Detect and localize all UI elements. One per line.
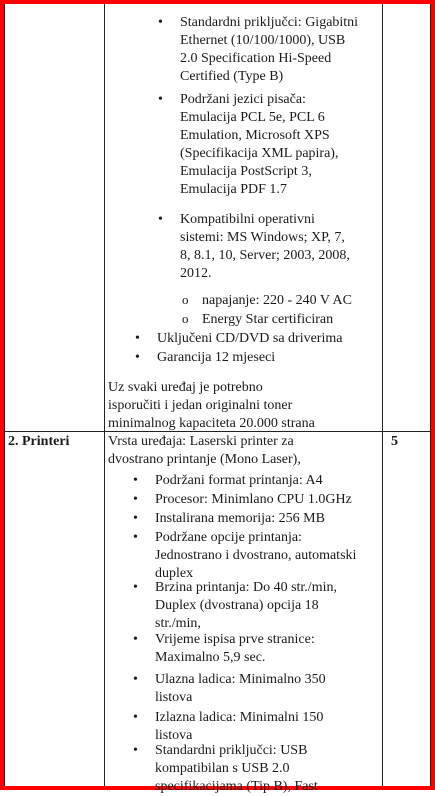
text-line: minimalnog kapaciteta 20.000 strana [108,416,315,431]
row-label-printeri: 2. Printeri [8,434,70,449]
text-line: • Instalirana memorija: 256 MB [155,511,325,526]
text-line: Ethernet (10/100/1000), USB [180,33,346,48]
list-item [155,671,326,707]
device-type-intro [108,433,301,469]
text-line: Emulation, Microsoft XPS [180,128,330,143]
text-line: • Standardni priključci: Gigabitni [180,15,359,30]
text-line: isporučiti i jedan originalni toner [108,398,293,413]
text-line: listova [155,690,193,705]
text-line: • Podržani format printanja: A4 [155,473,323,488]
table-line-col1 [104,4,105,786]
text-line: o Energy Star certificiran [202,312,334,327]
text-line: specifikacijama (Tip B), Fast [155,779,318,794]
text-line: Emulacija PCL 5e, PCL 6 [180,110,325,125]
text-line: • Kompatibilni operativni [180,212,315,227]
sub-list-item [202,292,352,310]
text-line: • Ulazna ladica: Minimalno 350 [155,672,326,687]
text-line: Uz svaki uređaj je potrebno [108,380,263,395]
text-line: • Garancija 12 mjeseci [157,350,276,365]
list-item [155,491,352,509]
text-line: Jednostrano i dvostrano, automatski [155,548,357,563]
list-item [157,349,275,367]
table-line-col2 [382,4,383,786]
text-line: sistemi: MS Windows; XP, 7, [180,230,345,245]
list-item [155,510,325,528]
text-line: • Procesor: Minimlano CPU 1.0GHz [155,492,352,507]
text-line: 2012. [180,266,212,281]
text-line: Vrsta uređaja: Laserski printer za [108,434,294,449]
list-item [155,742,318,796]
text-line: Emulacija PostScript 3, [180,164,312,179]
list-item [157,330,342,348]
text-line: duplex [155,566,194,581]
list-item [180,14,358,86]
sub-list-item [202,311,333,329]
list-item [180,91,338,199]
text-line: • Izlazna ladica: Minimalni 150 [155,710,324,725]
text-line: Emulacija PDF 1.7 [180,182,287,197]
list-item [180,211,350,283]
row-quantity: 5 [391,434,398,449]
text-line: • Podržane opcije printanja: [155,530,302,545]
table-line-right [430,4,431,786]
toner-note [108,379,315,433]
list-item [155,472,323,490]
text-line: dvostrano printanje (Mono Laser), [108,452,301,467]
table-line-left [4,4,5,786]
text-line: • Standardni priključci: USB [155,743,308,758]
text-line: listova [155,728,193,743]
text-line: • Brzina printanja: Do 40 str./min, [155,580,337,595]
text-line: (Specifikacija XML papira), [180,146,339,161]
list-item [155,631,315,667]
text-line: kompatibilan s USB 2.0 [155,761,290,776]
text-line: 2.0 Specification Hi-Speed [180,51,332,66]
text-line: str./min, [155,616,201,631]
text-line: • Uključeni CD/DVD sa driverima [157,331,343,346]
document-page [4,4,431,794]
text-line: Maximalno 5,9 sec. [155,650,266,665]
list-item [155,529,356,583]
text-line: • Vrijeme ispisa prve stranice: [155,632,315,647]
list-item [155,579,337,633]
text-line: • Podržani jezici pisača: [180,92,306,107]
text-line: 8, 8.1, 10, Server; 2003, 2008, [180,248,350,263]
text-line: Duplex (dvostrana) opcija 18 [155,598,319,613]
list-item [155,709,323,745]
text-line: o napajanje: 220 - 240 V AC [202,293,352,308]
text-line: Certified (Type B) [180,69,284,84]
